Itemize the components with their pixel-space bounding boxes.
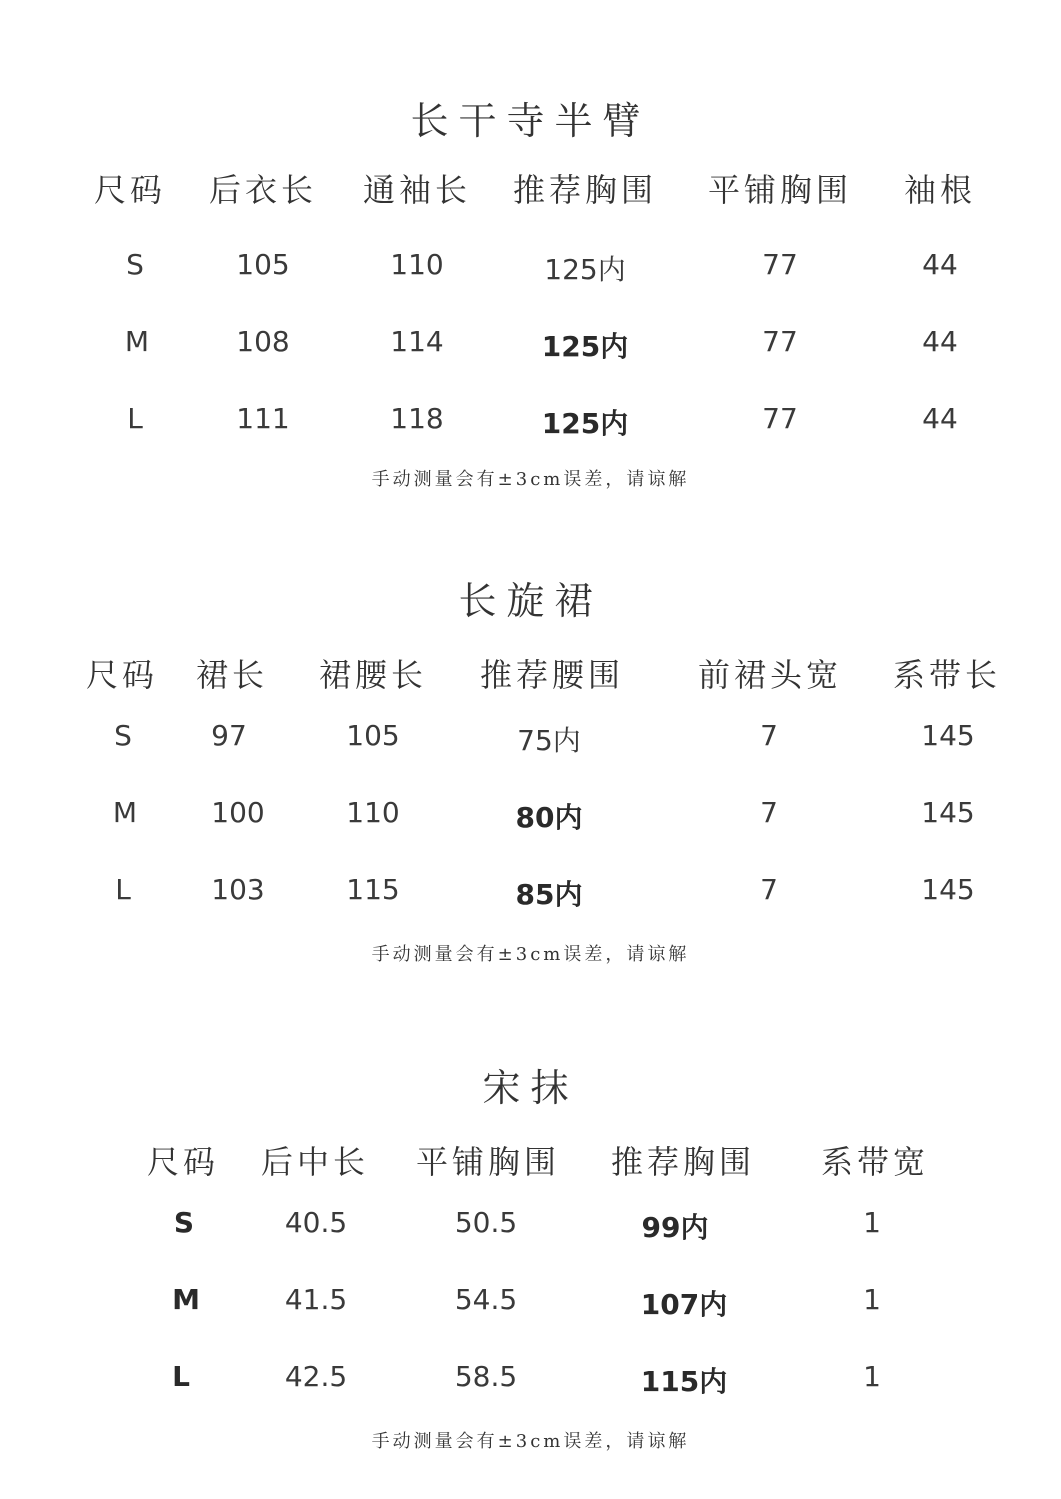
table-cell: 125内 [541, 407, 629, 440]
table-cell: 7 [760, 719, 778, 752]
table-cell: 77 [762, 402, 798, 435]
header-size: 尺码 [93, 171, 167, 209]
table-cell: 118 [390, 402, 444, 435]
table-cell: 145 [921, 796, 975, 829]
header-size: 尺码 [146, 1143, 220, 1181]
table-cell: 145 [921, 873, 975, 906]
table-cell: 110 [390, 248, 444, 281]
table-cell: 105 [236, 248, 290, 281]
table-cell: 105 [346, 719, 400, 752]
table-cell: 100 [211, 796, 265, 829]
table-cell: 97 [211, 719, 247, 752]
section-title: 长旋裙 [458, 579, 603, 623]
header-center-back-length: 后中长 [260, 1143, 370, 1181]
table-cell: 80内 [515, 801, 583, 834]
header-recommended-waist: 推荐腰围 [479, 656, 625, 694]
header-back-length: 后衣长 [208, 171, 318, 209]
header-flat-bust: 平铺胸围 [707, 171, 853, 209]
table-cell: 111 [236, 402, 290, 435]
header-waist-length: 裙腰长 [318, 656, 428, 694]
table-cell: 7 [760, 796, 778, 829]
section-title: 长干寺半臂 [410, 99, 651, 143]
table-cell: 114 [390, 325, 444, 358]
table-cell: S [126, 248, 144, 281]
table-cell: 77 [762, 248, 798, 281]
section-title: 宋抹 [482, 1066, 579, 1110]
table-cell: 115内 [640, 1365, 728, 1398]
table-cell: 1 [863, 1283, 881, 1316]
table-cell: M [172, 1283, 200, 1316]
header-skirt-length: 裙长 [195, 656, 269, 694]
measurement-note: 手动测量会有±3cm误差，请谅解 [371, 944, 690, 965]
table-cell: L [115, 873, 131, 906]
table-cell: L [127, 402, 143, 435]
table-cell: 85内 [515, 878, 583, 911]
measurement-note: 手动测量会有±3cm误差，请谅解 [371, 1431, 690, 1452]
table-cell: 103 [211, 873, 265, 906]
table-cell: M [112, 796, 138, 829]
measurement-note: 手动测量会有±3cm误差，请谅解 [371, 469, 690, 490]
header-sleeve-length: 通袖长 [362, 171, 472, 209]
header-armhole: 袖根 [903, 171, 977, 209]
table-cell: 125内 [541, 330, 629, 363]
header-tie-width: 系带宽 [820, 1143, 930, 1181]
table-cell: 77 [762, 325, 798, 358]
table-cell: 99内 [641, 1211, 709, 1244]
table-cell: 110 [346, 796, 400, 829]
table-cell: 58.5 [454, 1360, 518, 1393]
table-cell: L [172, 1360, 190, 1393]
header-recommended-bust: 推荐胸围 [610, 1143, 756, 1181]
table-cell: 44 [922, 248, 958, 281]
table-cell: 42.5 [284, 1360, 348, 1393]
table-cell: 108 [236, 325, 290, 358]
table-cell: 1 [863, 1206, 881, 1239]
table-cell: 115 [346, 873, 400, 906]
header-tie-length: 系带长 [892, 656, 1002, 694]
header-size: 尺码 [85, 656, 159, 694]
table-cell: M [124, 325, 150, 358]
header-front-waistband-width: 前裙头宽 [697, 656, 843, 694]
header-flat-bust: 平铺胸围 [415, 1143, 561, 1181]
table-cell: 7 [760, 873, 778, 906]
table-cell: 41.5 [284, 1283, 348, 1316]
table-cell: 145 [921, 719, 975, 752]
table-cell: 40.5 [284, 1206, 348, 1239]
table-cell: 107内 [640, 1288, 728, 1321]
table-cell: 1 [863, 1360, 881, 1393]
table-cell: S [173, 1206, 195, 1239]
table-cell: 44 [922, 325, 958, 358]
table-cell: 75内 [517, 724, 581, 757]
table-cell: 44 [922, 402, 958, 435]
table-cell: 50.5 [454, 1206, 518, 1239]
header-recommended-bust: 推荐胸围 [512, 171, 658, 209]
table-cell: 125内 [544, 253, 626, 286]
table-cell: 54.5 [454, 1283, 518, 1316]
table-cell: S [114, 719, 132, 752]
